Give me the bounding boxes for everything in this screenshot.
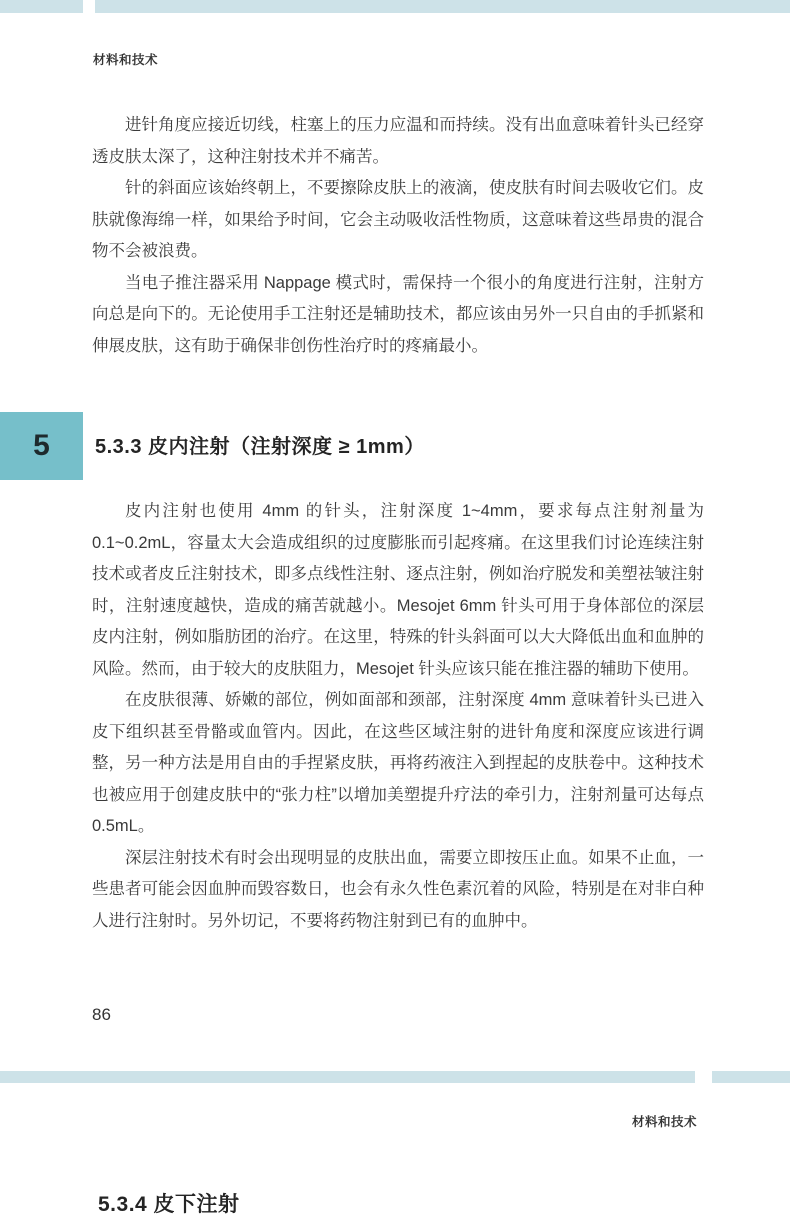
section-heading-534: 5.3.4 皮下注射 — [98, 1193, 240, 1216]
top-right-decor-bar — [95, 0, 790, 13]
paragraph: 当电子推注器采用 Nappage 模式时，需保持一个很小的角度进行注射，注射方向总是向下的。无论使用手工注射还是辅助技术，都应该由另外一只自由的手抓紧和伸展皮肤，这有助于确保非创伤性治疗时的疼痛最小。 — [92, 273, 704, 355]
top-left-decor-bar — [0, 0, 83, 13]
page-number: 86 — [92, 1005, 111, 1024]
section-533-paragraphs — [92, 496, 704, 937]
paragraph: 针的斜面应该始终朝上，不要擦除皮肤上的液滴，使皮肤有时间去吸收它们。皮肤就像海绵一样，如果给予时间，它会主动吸收活性物质，这意味着这些昂贵的混合物不会被浪费。 — [92, 179, 704, 260]
intro-paragraphs — [92, 110, 704, 362]
paragraph: 进针角度应接近切线，柱塞上的压力应温和而持续。没有出血意味着针头已经穿透皮肤太深了，这种注射技术并不痛苦。 — [92, 116, 704, 166]
chapter-number-tab: 5 — [0, 412, 83, 480]
section-heading-533: 5.3.3 皮内注射（注射深度 ≥ 1mm） — [95, 436, 425, 458]
running-header-left: 材料和技术 — [93, 53, 159, 67]
running-header-right: 材料和技术 — [631, 1115, 697, 1129]
paragraph: 在皮肤很薄、娇嫩的部位，例如面部和颈部，注射深度 4mm 意味着针头已进入皮下组织甚至骨骼或血管内。因此，在这些区域注射的进针角度和深度应该进行调整，另一种方法是用自由的手捏紧皮肤，再将药液注入到捏起的皮肤卷中。这种技术也被应用于创建皮肤中的“张力柱”以增加美塑提升疗法的牵引力，注射剂量可达每点 0.5mL。 — [92, 691, 704, 835]
paragraph: 皮内注射也使用 4mm 的针头，注射深度 1~4mm，要求每点注射剂量为 0.1~0.2mL，容量太大会造成组织的过度膨胀而引起疼痛。在这里我们讨论连续注射技术或者皮丘注射技术，即多点线性注射、逐点注射，例如治疗脱发和美塑祛皱注射时，注射速度越快，造成的痛苦就越小。Mesojet 6mm 针头可用于身体部位的深层皮内注射，例如脂肪团的治疗。在这里，特殊的针头斜面可以大大降低出血和血肿的风险。然而，由于较大的皮肤阻力，Mesojet 针头应该只能在推注器的辅助下使用。 — [92, 502, 704, 678]
next-page-right-decor-bar — [712, 1071, 790, 1083]
paragraph: 深层注射技术有时会出现明显的皮肤出血，需要立即按压止血。如果不止血，一些患者可能会因血肿而毁容数日，也会有永久性色素沉着的风险，特别是在对非白种人进行注射时。另外切记，不要将药物注射到已有的血肿中。 — [92, 848, 704, 930]
next-page-left-decor-bar — [0, 1071, 695, 1083]
